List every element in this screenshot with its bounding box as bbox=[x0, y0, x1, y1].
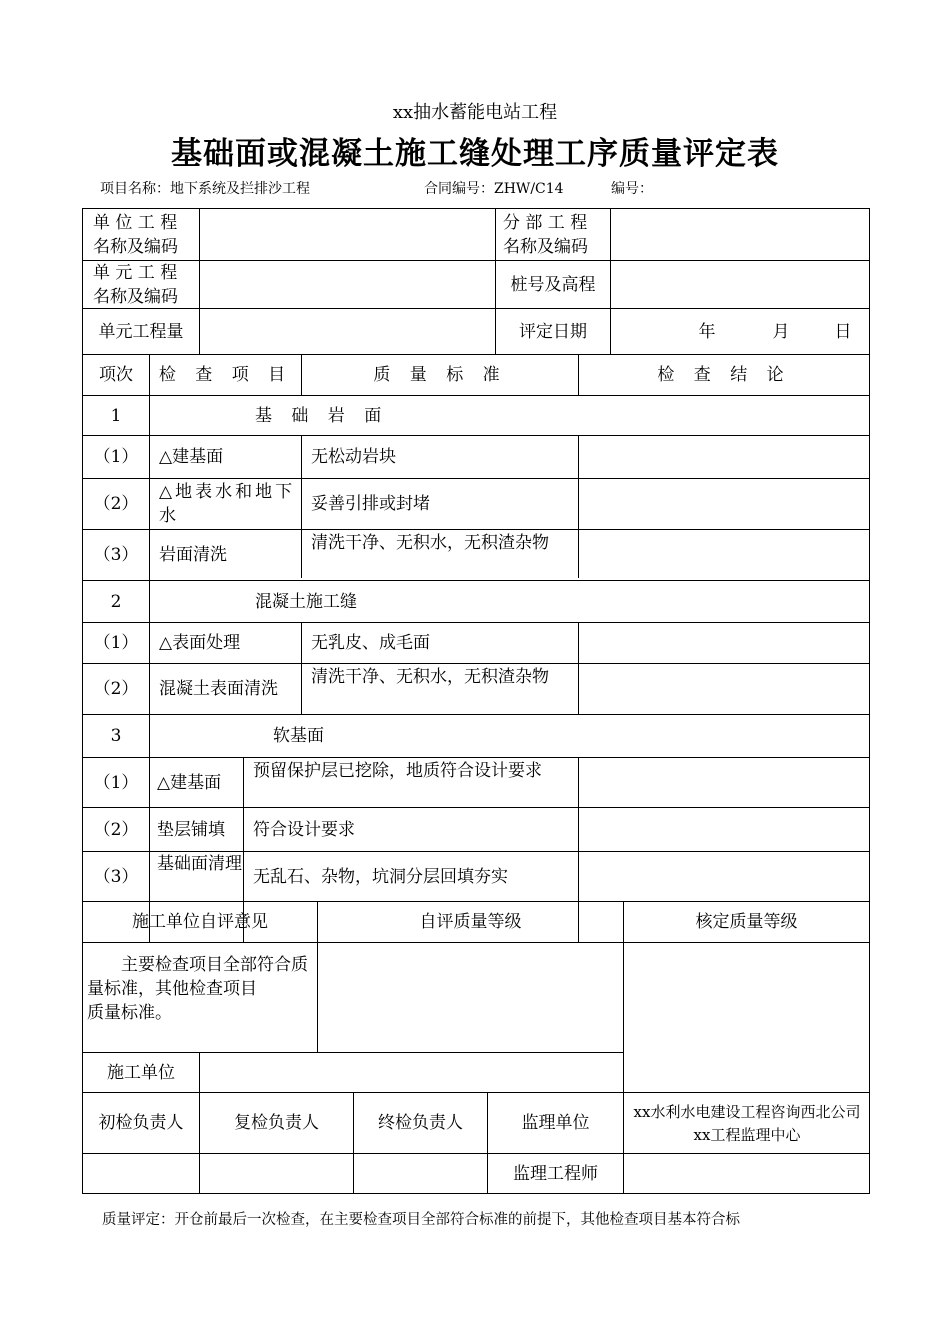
supervision-unit-label: 监理单位 bbox=[521, 1113, 590, 1133]
self-grade-header: 自评质量等级 bbox=[419, 912, 522, 932]
date-day: 日 bbox=[834, 321, 852, 342]
item-no: （1） bbox=[93, 772, 139, 793]
quality-evaluation-note: 质量评定：开仓前最后一次检查，在主要检查项目全部符合标准的前提下，其他检查项目基本符合标 bbox=[102, 1212, 740, 1228]
recheck-person-label: 复检负责人 bbox=[234, 1113, 319, 1133]
check-item: 岩面清洗 bbox=[159, 545, 227, 565]
division-project-label: 分 部 工 程 名称及编码 bbox=[503, 213, 588, 257]
col-line bbox=[301, 622, 302, 714]
quality-standard: 符合设计要求 bbox=[253, 819, 355, 840]
quality-standard: 无松动岩块 bbox=[311, 447, 396, 467]
quality-standard: 清洗干净、无积水，无积渣杂物 bbox=[311, 533, 549, 553]
check-item: 垫层铺填 bbox=[157, 819, 225, 840]
col-line bbox=[149, 354, 150, 942]
row-line bbox=[83, 1153, 869, 1154]
item-no: （2） bbox=[93, 679, 139, 699]
evaluation-form-table bbox=[82, 208, 870, 1194]
section-no: 1 bbox=[110, 405, 122, 426]
item-no: （2） bbox=[93, 819, 139, 840]
section-title: 混凝土施工缝 bbox=[255, 591, 357, 612]
check-item: 基础面清理 bbox=[157, 854, 242, 874]
check-item: △表面处理 bbox=[159, 633, 241, 653]
col-line bbox=[610, 209, 611, 354]
unit-project-label: 单 位 工 程 名称及编码 bbox=[93, 213, 178, 257]
supervision-unit-name: xx水利水电建设工程咨询西北公司xx工程监理中心 bbox=[633, 1103, 861, 1144]
col-line bbox=[199, 209, 200, 354]
section-no: 3 bbox=[110, 726, 122, 746]
row-line bbox=[83, 308, 869, 309]
construction-unit-label: 施工单位 bbox=[107, 1062, 175, 1083]
check-item: △地表水和地下水 bbox=[159, 482, 296, 526]
self-opinion-header: 施工单位自评意见 bbox=[132, 912, 268, 932]
col-line bbox=[578, 435, 579, 578]
item-no: （1） bbox=[93, 447, 139, 467]
evaluation-date-label: 评定日期 bbox=[519, 321, 587, 342]
serial-number: 编号： bbox=[611, 181, 653, 197]
pile-elevation-label: 桩号及高程 bbox=[510, 274, 596, 295]
check-item: 混凝土表面清洗 bbox=[159, 679, 278, 699]
quality-standard: 妥善引排或封堵 bbox=[311, 494, 430, 514]
project-name: 项目名称：地下系统及拦排沙工程 bbox=[100, 181, 310, 197]
check-result-header: 检 查 结 论 bbox=[657, 365, 791, 385]
item-no: （3） bbox=[93, 545, 139, 565]
contract-number: 合同编号：ZHW/C14 bbox=[424, 181, 564, 197]
quality-standard-header: 质 量 标 准 bbox=[373, 365, 507, 385]
self-opinion-text: 主要检查项目全部符合质量标准，其他检查项目 质量标准。 bbox=[87, 955, 308, 1023]
row-line bbox=[83, 260, 869, 261]
approved-grade-header: 核定质量等级 bbox=[695, 912, 798, 932]
item-no: （3） bbox=[93, 866, 139, 887]
section-no: 2 bbox=[110, 591, 122, 612]
section-title: 基 础 岩 面 bbox=[255, 405, 389, 426]
form-title: 基础面或混凝土施工缝处理工序质量评定表 bbox=[171, 136, 779, 172]
supervision-engineer-label: 监理工程师 bbox=[513, 1163, 598, 1184]
item-no: （1） bbox=[93, 633, 139, 653]
item-no: （2） bbox=[93, 494, 139, 514]
final-checker-label: 终检负责人 bbox=[378, 1113, 463, 1133]
element-quantity-label: 单元工程量 bbox=[98, 321, 184, 342]
item-no-header: 项次 bbox=[99, 365, 133, 385]
element-project-label: 单 元 工 程 名称及编码 bbox=[93, 263, 178, 307]
col-line bbox=[623, 1092, 624, 1193]
project-subtitle: xx抽水蓄能电站工程 bbox=[392, 102, 558, 123]
quality-standard: 清洗干净、无积水，无积渣杂物 bbox=[311, 667, 549, 687]
quality-standard: 无乳皮、成毛面 bbox=[311, 633, 430, 653]
check-item-header: 检 查 项 目 bbox=[158, 365, 293, 385]
row-line bbox=[83, 942, 869, 943]
section-title: 软基面 bbox=[273, 726, 324, 746]
initial-checker-label: 初检负责人 bbox=[98, 1113, 184, 1133]
quality-standard: 预留保护层已挖除，地质符合设计要求 bbox=[253, 761, 542, 781]
col-line bbox=[301, 435, 302, 578]
date-year: 年 bbox=[698, 321, 716, 342]
quality-standard: 无乱石、杂物，坑洞分层回填夯实 bbox=[253, 866, 508, 887]
date-month: 月 bbox=[772, 321, 790, 342]
check-item: △建基面 bbox=[159, 447, 224, 467]
check-item: △建基面 bbox=[157, 772, 222, 793]
col-line bbox=[578, 622, 579, 714]
